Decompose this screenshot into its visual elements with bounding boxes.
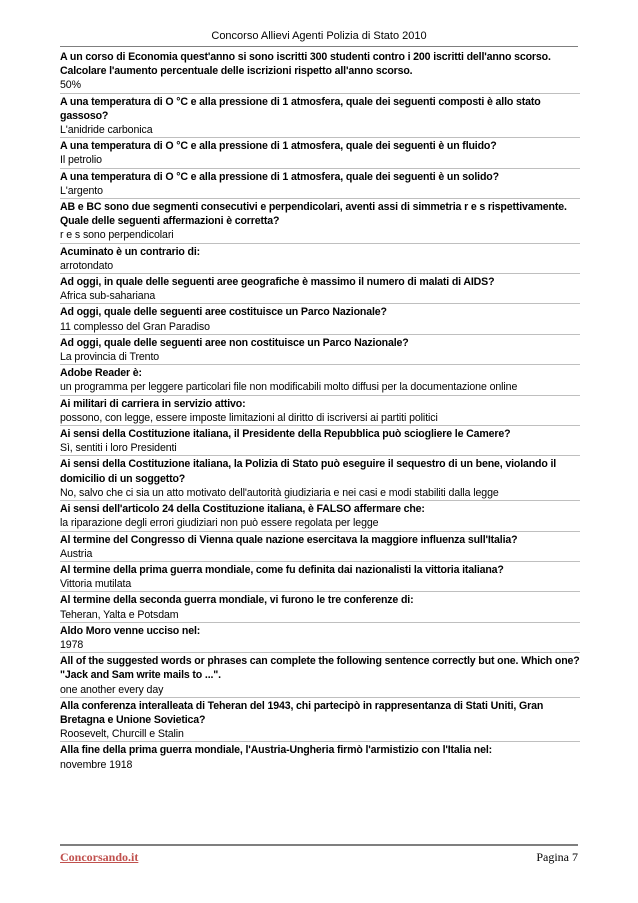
qa-item: [60, 425, 580, 455]
question-text: Ai sensi della Costituzione italiana, il Presidente della Repubblica può sciogliere le Camere?: [60, 428, 511, 441]
question-text: Al termine della seconda guerra mondiale, vi furono le tre conferenze di:: [60, 594, 414, 607]
footer-divider: [60, 844, 578, 846]
answer-text: one another every day: [60, 683, 164, 696]
answer-text: No, salvo che ci sia un atto motivato dell'autorità giudiziaria e nei casi e modi stabiliti dalla legge: [60, 486, 499, 499]
header-divider: [60, 46, 578, 47]
qa-item: [60, 500, 580, 530]
answer-text: 50%: [60, 79, 81, 92]
qa-item: [60, 49, 580, 93]
qa-item: [60, 93, 580, 138]
answer-text: r e s sono perpendicolari: [60, 229, 174, 242]
qa-item: [60, 334, 580, 364]
answer-text: Africa sub-sahariana: [60, 290, 156, 303]
question-text: Ad oggi, quale delle seguenti aree non costituisce un Parco Nazionale?: [60, 336, 409, 349]
answer-text: arrotondato: [60, 259, 114, 272]
question-text: A una temperatura di O °C e alla pressione di 1 atmosfera, quale dei seguenti è un solido?: [60, 170, 499, 183]
question-text: Al termine del Congresso di Vienna quale nazione esercitava la maggiore influenza sull'Italia?: [60, 533, 518, 546]
question-text: Aldo Moro venne ucciso nel:: [60, 624, 201, 637]
qa-item: [60, 395, 580, 425]
qa-item: [60, 455, 580, 500]
question-text: Alla conferenza interalleata di Teheran del 1943, chi partecipò in rappresentanza di Stati Uniti, Gran Bretagna e Unione Sovietica?: [60, 699, 544, 726]
qa-item: [60, 198, 580, 243]
qa-item: [60, 697, 580, 742]
answer-text: 11 complesso del Gran Paradiso: [60, 320, 210, 333]
answer-text: L'anidride carbonica: [60, 124, 153, 137]
qa-item: [60, 531, 580, 561]
answer-text: L'argento: [60, 184, 103, 197]
answer-text: Il petrolio: [60, 154, 102, 167]
qa-item: [60, 137, 580, 167]
question-text: A una temperatura di O °C e alla pressione di 1 atmosfera, quale dei seguenti composti è allo stato gassoso?: [60, 95, 541, 122]
page-header-title: Concorso Allievi Agenti Polizia di Stato 2010: [211, 30, 427, 42]
question-text: Ai militari di carriera in servizio attivo:: [60, 397, 246, 410]
qa-item: [60, 591, 580, 621]
answer-text: novembre 1918: [60, 758, 133, 771]
answer-text: 1978: [60, 638, 84, 651]
question-text: Ad oggi, quale delle seguenti aree costituisce un Parco Nazionale?: [60, 306, 387, 319]
question-text: Al termine della prima guerra mondiale, come fu definita dai nazionalisti la vittoria italiana?: [60, 563, 504, 576]
question-text: Alla fine della prima guerra mondiale, l'Austria-Ungheria firmò l'armistizio con l'Italia nel:: [60, 744, 493, 757]
answer-text: Vittoria mutilata: [60, 578, 132, 591]
question-list: [60, 49, 580, 772]
question-text: A un corso di Economia quest'anno si sono iscritti 300 studenti contro i 200 iscritti dell'anno scorso. Calcolare l'aumento percentuale delle iscrizioni rispetto all'anno scorso.: [60, 51, 551, 78]
qa-item: [60, 622, 580, 652]
question-text: All of the suggested words or phrases can complete the following sentence correctly but one. Which one? "Jack and Sam write mails to ...".: [60, 655, 580, 682]
qa-item: [60, 273, 580, 303]
answer-text: un programma per leggere particolari file non modificabili molto diffusi per la documentazione online: [60, 381, 518, 394]
answer-text: Sì, sentiti i loro Presidenti: [60, 442, 177, 455]
answer-text: La provincia di Trento: [60, 351, 160, 364]
qa-item: [60, 652, 580, 697]
question-text: A una temperatura di O °C e alla pressione di 1 atmosfera, quale dei seguenti è un fluido?: [60, 140, 497, 153]
question-text: Ai sensi dell'articolo 24 della Costituzione italiana, è FALSO affermare che:: [60, 503, 425, 516]
qa-item: [60, 243, 580, 273]
qa-item: [60, 168, 580, 198]
question-text: Ai sensi della Costituzione italiana, la Polizia di Stato può eseguire il sequestro di un bene, violando il domicilio di un soggetto?: [60, 458, 557, 485]
question-text: AB e BC sono due segmenti consecutivi e perpendicolari, aventi assi di simmetria r e s rispettivamente. Quale delle seguenti affermazioni è corretta?: [60, 201, 567, 228]
answer-text: possono, con legge, essere imposte limitazioni al diritto di iscriversi ai partiti politici: [60, 411, 438, 424]
answer-text: Teheran, Yalta e Potsdam: [60, 608, 179, 621]
question-text: Acuminato è un contrario di:: [60, 245, 201, 258]
footer-page-number: Pagina 7: [536, 850, 578, 864]
answer-text: Austria: [60, 547, 93, 560]
answer-text: la riparazione degli errori giudiziari non può essere regolata per legge: [60, 517, 379, 530]
qa-item: [60, 561, 580, 591]
footer-site-link[interactable]: Concorsando.it: [60, 850, 139, 864]
answer-text: Roosevelt, Churcill e Stalin: [60, 728, 184, 741]
question-text: Ad oggi, in quale delle seguenti aree geografiche è massimo il numero di malati di AIDS?: [60, 276, 495, 289]
qa-item: [60, 303, 580, 333]
qa-item: [60, 364, 580, 394]
question-text: Adobe Reader è:: [60, 367, 142, 380]
qa-item: [60, 741, 580, 771]
